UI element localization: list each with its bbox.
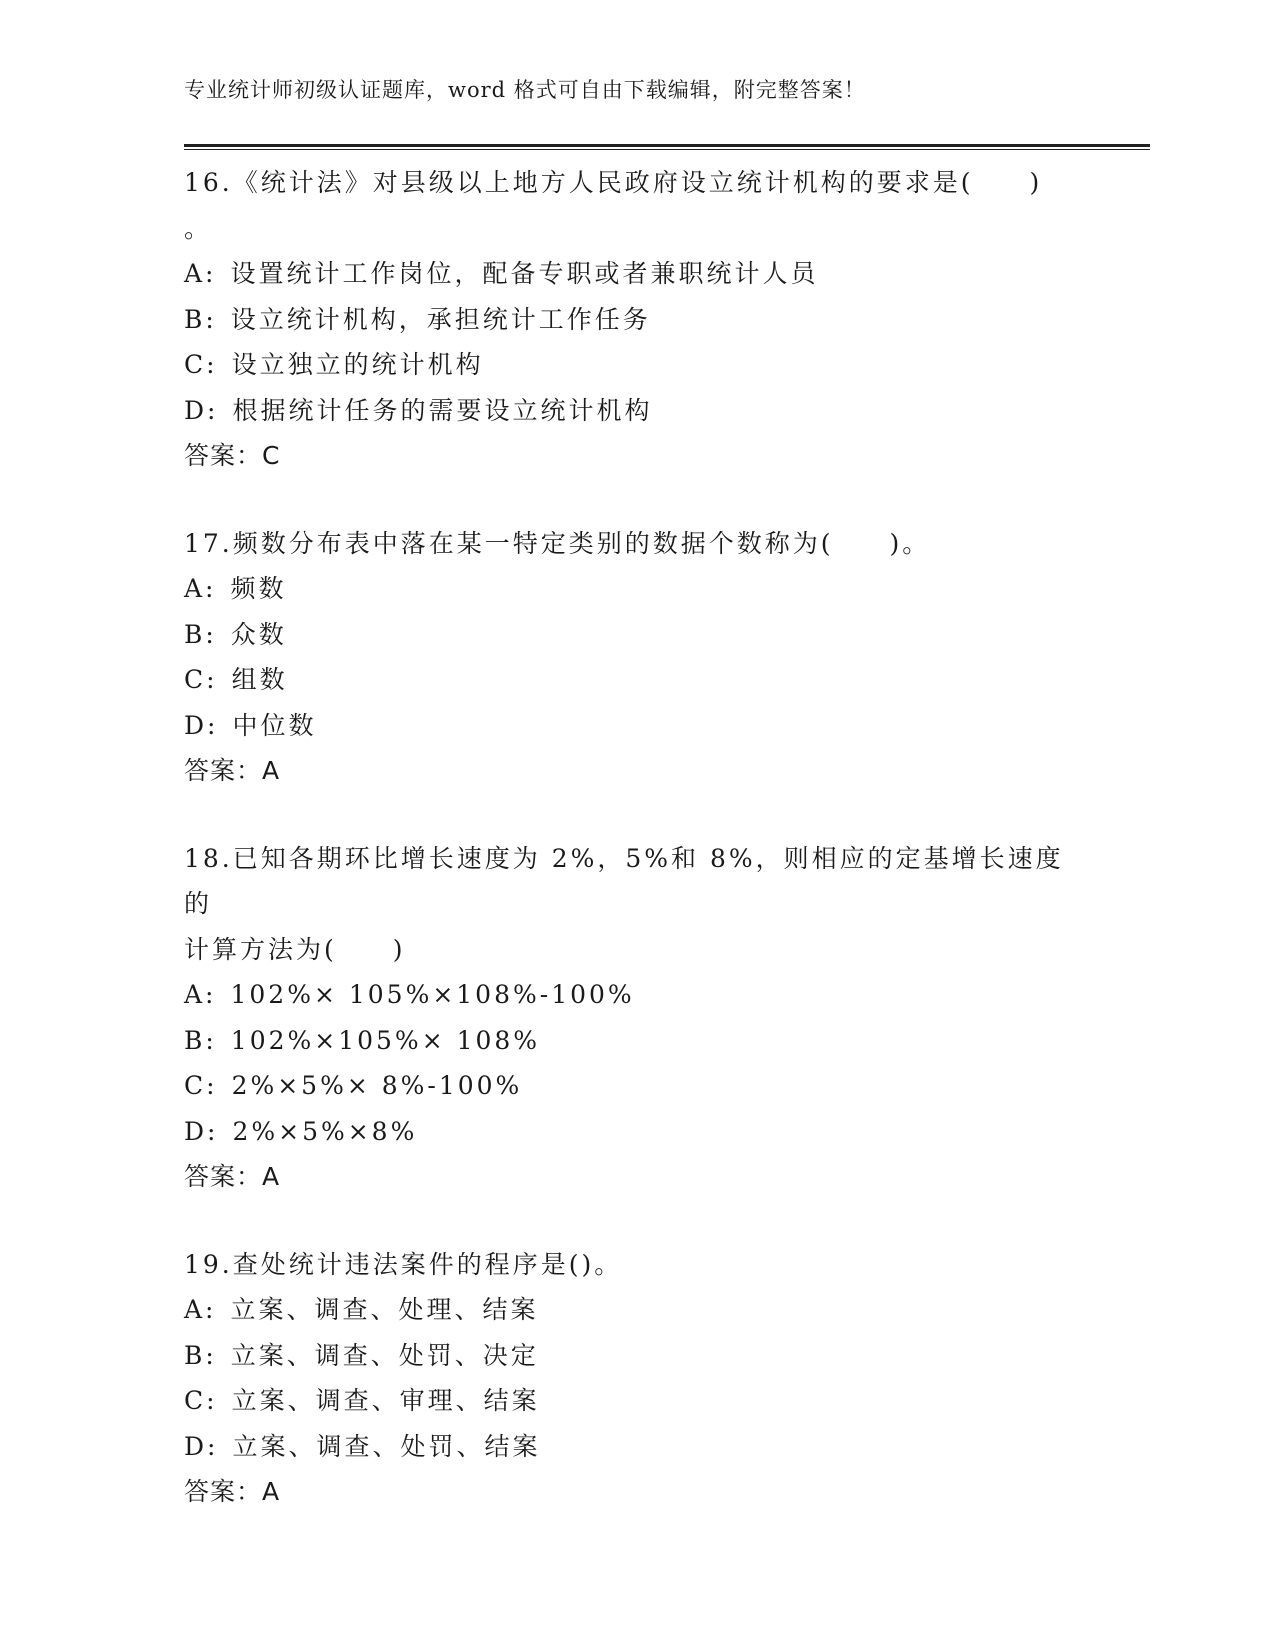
option-text: 102%× 105%×108%-100% bbox=[230, 980, 635, 1009]
option-b bbox=[184, 297, 1084, 343]
option-label: D: bbox=[184, 1431, 219, 1461]
option-b bbox=[184, 612, 1084, 658]
question-stem-line: 18.已知各期环比增长速度为 2%，5%和 8%，则相应的定基增长速度的 bbox=[184, 843, 1064, 918]
question-stem-line: 17.频数分布表中落在某一特定类别的数据个数称为( )。 bbox=[184, 528, 931, 558]
option-label: A: bbox=[184, 259, 217, 288]
option-d bbox=[184, 1109, 1084, 1155]
option-text: 众数 bbox=[230, 619, 287, 649]
option-b bbox=[184, 1018, 1084, 1064]
question-stem-line: 19.查处统计违法案件的程序是()。 bbox=[184, 1249, 623, 1279]
option-text: 设立独立的统计机构 bbox=[231, 350, 484, 379]
option-a bbox=[184, 566, 1084, 612]
option-text: 立案、调查、处罚、决定 bbox=[230, 1340, 539, 1370]
question-17 bbox=[184, 521, 1084, 794]
option-label: A: bbox=[184, 980, 217, 1009]
question-stem-line: 。 bbox=[184, 213, 213, 243]
option-text: 立案、调查、审理、结案 bbox=[231, 1386, 540, 1415]
option-text: 根据统计任务的需要设立统计机构 bbox=[232, 395, 653, 425]
option-label: A: bbox=[184, 1295, 217, 1324]
option-label: C: bbox=[184, 1386, 218, 1415]
option-a bbox=[184, 251, 1084, 297]
option-c bbox=[184, 1063, 1084, 1109]
option-text: 2%×5%× 8%-100% bbox=[231, 1071, 523, 1100]
answer-line: 答案：A bbox=[184, 756, 281, 785]
option-label: B: bbox=[184, 1340, 217, 1370]
option-text: 中位数 bbox=[232, 710, 317, 740]
document-header: 专业统计师初级认证题库，word 格式可自由下载编辑，附完整答案！ bbox=[184, 78, 866, 102]
option-label: B: bbox=[184, 619, 217, 649]
option-a bbox=[184, 972, 1084, 1018]
option-label: A: bbox=[184, 574, 217, 603]
option-text: 102%×105%× 108% bbox=[230, 1025, 541, 1055]
option-label: C: bbox=[184, 350, 218, 379]
option-b bbox=[184, 1333, 1084, 1379]
option-d bbox=[184, 388, 1084, 434]
option-label: D: bbox=[184, 1116, 219, 1146]
option-label: C: bbox=[184, 1071, 218, 1100]
option-text: 2%×5%×8% bbox=[232, 1116, 418, 1146]
option-c bbox=[184, 657, 1084, 703]
question-16 bbox=[184, 160, 1084, 479]
option-a bbox=[184, 1287, 1084, 1333]
option-text: 组数 bbox=[231, 665, 288, 694]
option-c bbox=[184, 342, 1084, 388]
option-d bbox=[184, 703, 1084, 749]
option-label: C: bbox=[184, 665, 218, 694]
option-label: D: bbox=[184, 710, 219, 740]
option-label: B: bbox=[184, 304, 217, 334]
answer-line: 答案：A bbox=[184, 1477, 281, 1506]
question-19 bbox=[184, 1242, 1084, 1515]
question-stem-line: 计算方法为( ) bbox=[184, 934, 406, 964]
question-stem-line: 16.《统计法》对县级以上地方人民政府设立统计机构的要求是( ) bbox=[184, 168, 1043, 197]
option-label: B: bbox=[184, 1025, 217, 1055]
option-text: 设置统计工作岗位，配备专职或者兼职统计人员 bbox=[230, 259, 819, 288]
option-text: 立案、调查、处罚、结案 bbox=[232, 1431, 541, 1461]
option-label: D: bbox=[184, 395, 219, 425]
option-text: 频数 bbox=[230, 574, 287, 603]
question-list bbox=[184, 160, 1084, 1557]
answer-line: 答案：C bbox=[184, 441, 281, 470]
option-text: 立案、调查、处理、结案 bbox=[230, 1295, 539, 1324]
option-text: 设立统计机构，承担统计工作任务 bbox=[230, 304, 651, 334]
header-divider bbox=[184, 144, 1150, 150]
question-18 bbox=[184, 836, 1084, 1200]
answer-line: 答案：A bbox=[184, 1162, 281, 1191]
option-d bbox=[184, 1424, 1084, 1470]
option-c bbox=[184, 1378, 1084, 1424]
